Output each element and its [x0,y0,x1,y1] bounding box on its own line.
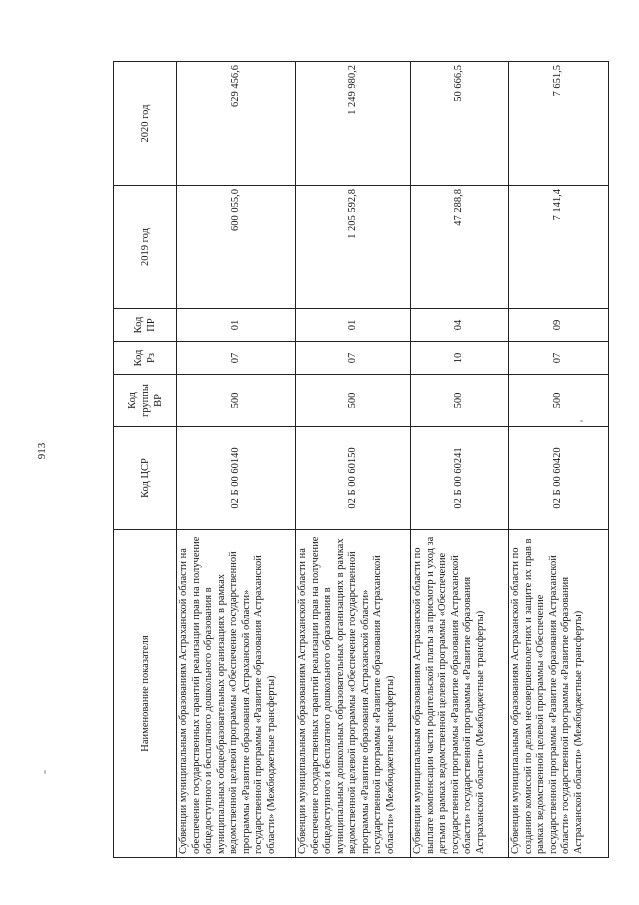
row-vr: 500 [509,375,609,427]
row-pr: 01 [296,309,411,342]
scan-speck [580,420,583,422]
header-rz: Код Рз [114,342,177,375]
row-name: Субвенции муниципальным образованиям Астраханской области по выплате компенсации части родительской платы за присмотр и уход за детьми в рамках ведомственной целевой программы «Обеспечение государственной программы «Развитие образования Астраханской области» государственной программы «Развитие образования Астраханской области» (Межбюджетные трансферты) [411,530,509,858]
row-2019: 47 288,8 [411,186,509,309]
row-pr: 01 [177,309,296,342]
header-pr: Код ПР [114,309,177,342]
row-rz: 10 [411,342,509,375]
header-vr: Код группы ВР [114,375,177,427]
row-rz: 07 [296,342,411,375]
row-2019: 1 205 592,8 [296,186,411,309]
row-pr: 04 [411,309,509,342]
row-name: Субвенции муниципальным образованиям Астраханской области на обеспечение государственных гарантий реализации прав на получение общедоступного и бесплатного дошкольного образования в муниципальных общеобразовательных организациях в рамках ведомственной целевой программы «Обеспечение государственной программы «Развитие образования Астраханской области» государственной программы «Развитие образования Астраханской области» (Межбюджетные трансферты) [177,530,296,858]
row-2019: 7 141,4 [509,186,609,309]
row-2020: 7 651,5 [509,62,609,186]
table-row [411,62,509,858]
budget-table [113,61,609,858]
header-row [114,62,177,858]
table-row [296,62,411,858]
header-name: Наименование показателя [114,530,177,858]
header-2019: 2019 год [114,186,177,309]
row-2020: 1 249 980,2 [296,62,411,186]
row-rz: 07 [509,342,609,375]
row-name: Субвенции муниципальным образованиям Астраханской области на обеспечение государственных гарантий реализации прав на получение общедоступного и бесплатного дошкольного образования в муниципальных дошкольных образовательных организациях в рамках ведомственной целевой программы «Обеспечение государственной программы «Развитие образования Астраханской области» государственной программы «Развитие образования Астраханской области» (Межбюджетные трансферты) [296,530,411,858]
row-2020: 50 666,5 [411,62,509,186]
row-csr: 02 Б 00 60150 [296,427,411,530]
row-2020: 629 456,6 [177,62,296,186]
table-row [177,62,296,858]
row-2019: 600 055,0 [177,186,296,309]
row-vr: 500 [296,375,411,427]
row-csr: 02 Б 00 60140 [177,427,296,530]
header-csr: Код ЦСР [114,427,177,530]
row-vr: 500 [411,375,509,427]
row-rz: 07 [177,342,296,375]
row-vr: 500 [177,375,296,427]
row-csr: 02 Б 00 60241 [411,427,509,530]
rotated-table-container [113,62,584,858]
row-csr: 02 Б 00 60420 [509,427,609,530]
scan-speck [44,770,46,774]
page-number: 913 [36,442,48,460]
header-2020: 2020 год [114,62,177,186]
row-pr: 09 [509,309,609,342]
table-row [509,62,609,858]
row-name: Субвенции муниципальным образованиям Астраханской области по созданию комиссий по делам несовершеннолетних и защите их прав в рамках ведомственной целевой программы «Обеспечение государственной программы «Развитие образования Астраханской области» государственной программы «Развитие образования Астраханской области» (Межбюджетные трансферты) [509,530,609,858]
